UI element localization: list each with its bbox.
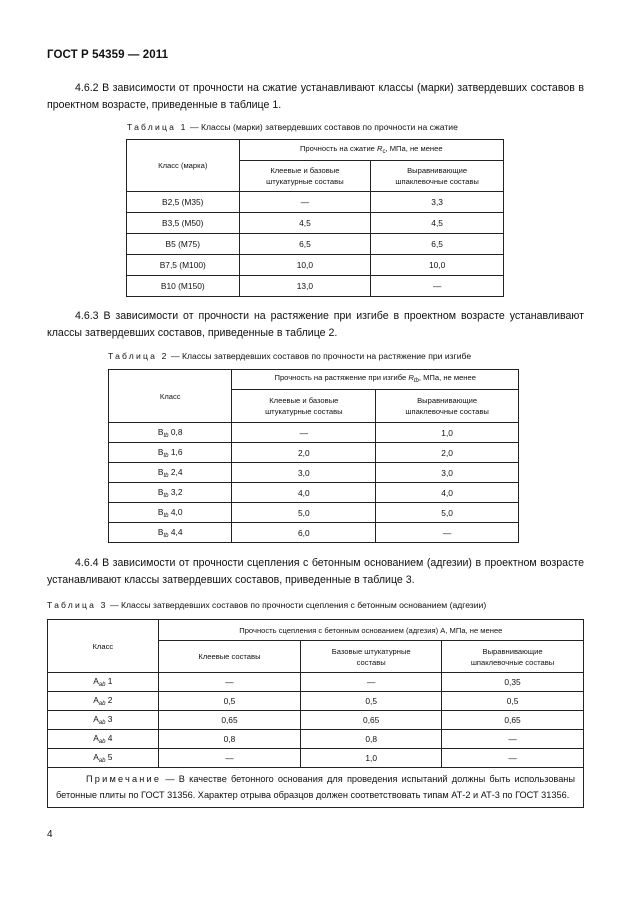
table-1-caption <box>127 122 458 132</box>
clause-4-6-3 <box>47 308 584 342</box>
class-number: 3 <box>107 714 113 724</box>
class-cell <box>109 503 232 523</box>
class-cell: B3,5 (M50) <box>127 213 240 234</box>
table-row <box>127 276 504 297</box>
value-cell: — <box>371 276 504 297</box>
class-subscript: tb <box>163 472 169 479</box>
value-cell: 4,5 <box>239 213 371 234</box>
class-letter: A <box>93 676 99 686</box>
table-3-col-b: Базовые штукатурные составы <box>301 641 442 673</box>
table-row <box>109 443 519 463</box>
value-cell: — <box>301 673 442 692</box>
class-number: 1,6 <box>170 446 183 457</box>
class-cell <box>48 673 159 692</box>
value-cell: 0,8 <box>158 730 301 749</box>
table-row <box>48 730 584 749</box>
class-subscript: ab <box>98 758 106 764</box>
value-cell: 1,0 <box>301 749 442 768</box>
class-cell: B7,5 (M100) <box>127 255 240 276</box>
table-row <box>109 483 519 503</box>
table-3-caption-text: — Классы затвердевших составов по прочности сцепления с бетонным основанием (адгезии) <box>107 600 487 610</box>
class-number: 0,8 <box>170 426 183 437</box>
table-2-label: Таблица 2 <box>108 351 169 361</box>
table-1-caption-text: — Классы (марки) затвердевших составов по прочности на сжатие <box>187 122 458 132</box>
table-row <box>48 673 584 692</box>
class-cell <box>109 423 232 443</box>
value-cell: 0,8 <box>301 730 442 749</box>
clause-4-6-4-text: 4.6.4 В зависимости от прочности сцепления с бетонным основанием (адгезии) в проектном возрасте устанавливают классы затвердевших составов, приведенные в таблице 3. <box>47 557 584 586</box>
value-cell: 10,0 <box>371 255 504 276</box>
class-subscript: tb <box>163 492 169 499</box>
table-2-caption-text: — Классы затвердевших составов по прочности на растяжение при изгибе <box>168 351 472 361</box>
value-cell: 5,0 <box>376 503 519 523</box>
value-cell: — <box>158 673 301 692</box>
value-cell: 10,0 <box>239 255 371 276</box>
value-cell: 0,35 <box>442 673 584 692</box>
table-row <box>109 523 519 543</box>
table-row <box>109 423 519 443</box>
table-1-col-group: Прочность на сжатие $R_c$, МПа, не менее <box>239 140 503 161</box>
table-row <box>109 503 519 523</box>
clause-4-6-2 <box>47 80 584 114</box>
table-row <box>127 213 504 234</box>
table-row <box>127 255 504 276</box>
value-cell: 3,0 <box>376 463 519 483</box>
value-cell: 6,5 <box>239 234 371 255</box>
table-3-col-a: Клеевые составы <box>158 641 301 673</box>
value-cell: 4,0 <box>376 483 519 503</box>
class-cell <box>48 730 159 749</box>
table-3-note <box>48 768 584 808</box>
class-subscript: ab <box>98 720 106 726</box>
clause-4-6-3-text: 4.6.3 В зависимости от прочности на растяжение при изгибе в проектном возрасте устанавливают классы затвердевших составов, приведенные в таблице 2. <box>47 310 584 339</box>
class-subscript: tb <box>163 512 169 519</box>
table-3-col-group: Прочность сцепления с бетонным основанием (адгезия) А, МПа, не менее <box>158 620 583 641</box>
clause-4-6-4 <box>47 555 584 589</box>
table-3-col-c: Выравнивающие шпаклевочные составы <box>442 641 584 673</box>
value-cell: 6,0 <box>232 523 376 543</box>
value-cell: 2,0 <box>376 443 519 463</box>
value-cell: 5,0 <box>232 503 376 523</box>
class-letter: A <box>93 695 99 705</box>
value-cell: 0,65 <box>158 711 301 730</box>
value-cell: 0,5 <box>301 692 442 711</box>
class-cell <box>109 463 232 483</box>
class-subscript: ab <box>98 701 106 707</box>
class-subscript: ab <box>98 682 106 688</box>
class-letter: B <box>157 446 164 457</box>
table-2-col-a: Клеевые и базовые штукатурные составы <box>232 390 376 423</box>
class-number: 1 <box>107 676 113 686</box>
document-header: ГОСТ Р 54359 — 2011 <box>47 49 169 61</box>
value-cell: — <box>158 749 301 768</box>
class-cell: B2,5 (M35) <box>127 192 240 213</box>
value-cell: — <box>376 523 519 543</box>
class-letter: B <box>157 466 164 477</box>
class-cell: B5 (M75) <box>127 234 240 255</box>
table-row <box>48 749 584 768</box>
table-3-caption <box>47 600 486 610</box>
value-cell: — <box>442 749 584 768</box>
table-3-col-class: Класс <box>48 620 159 673</box>
note-text: — В качестве бетонного основания для проведения испытаний должны быть использованы бетонные плиты по ГОСТ 31356. Характер отрыва образцов должен соответствовать типам АТ-2 и АТ-3 по ГОСТ 31356. <box>56 774 575 800</box>
value-cell: 1,0 <box>376 423 519 443</box>
class-subscript: ab <box>98 739 106 745</box>
value-cell: 2,0 <box>232 443 376 463</box>
class-letter: A <box>93 752 99 762</box>
class-number: 4 <box>107 733 113 743</box>
class-number: 3,2 <box>170 486 183 497</box>
class-subscript: tb <box>163 532 169 539</box>
value-cell: — <box>232 423 376 443</box>
class-cell <box>109 443 232 463</box>
value-cell: 3,3 <box>371 192 504 213</box>
value-cell: 3,0 <box>232 463 376 483</box>
clause-4-6-2-text: 4.6.2 В зависимости от прочности на сжатие устанавливают классы (марки) затвердевших составов в проектном возрасте, приведенные в таблице 1. <box>47 82 584 111</box>
class-cell: B10 (M150) <box>127 276 240 297</box>
table-row <box>127 192 504 213</box>
table-2-caption <box>108 351 471 361</box>
table-1-col-a: Клеевые и базовые штукатурные составы <box>239 161 371 192</box>
table-1 <box>126 139 504 297</box>
table-row <box>48 711 584 730</box>
table-2-col-b: Выравнивающие шпаклевочные составы <box>376 390 519 423</box>
value-cell: 6,5 <box>371 234 504 255</box>
class-cell <box>109 523 232 543</box>
class-letter: A <box>93 733 99 743</box>
class-cell <box>109 483 232 503</box>
value-cell: 0,5 <box>158 692 301 711</box>
table-row <box>109 463 519 483</box>
value-cell: 13,0 <box>239 276 371 297</box>
table-2 <box>108 369 519 543</box>
table-1-label: Таблица 1 <box>127 122 188 132</box>
class-letter: B <box>157 486 164 497</box>
class-cell <box>48 692 159 711</box>
note-label: Примечание <box>86 774 162 784</box>
class-cell <box>48 711 159 730</box>
class-subscript: tb <box>163 452 169 459</box>
value-cell: 0,65 <box>301 711 442 730</box>
page-number: 4 <box>47 829 53 840</box>
class-number: 5 <box>107 752 113 762</box>
class-cell <box>48 749 159 768</box>
class-subscript: tb <box>163 432 169 439</box>
table-3-label: Таблица 3 <box>47 600 108 610</box>
class-letter: B <box>157 526 164 537</box>
value-cell: — <box>442 730 584 749</box>
class-letter: B <box>157 506 164 517</box>
table-2-col-class: Класс <box>109 370 232 423</box>
value-cell: 4,5 <box>371 213 504 234</box>
class-number: 4,0 <box>170 506 183 517</box>
value-cell: — <box>239 192 371 213</box>
value-cell: 0,65 <box>442 711 584 730</box>
class-letter: B <box>157 426 164 437</box>
table-row <box>48 692 584 711</box>
table-2-col-group: Прочность на растяжение при изгибе $R_{tb}$, МПа, не менее <box>232 370 519 390</box>
table-1-col-class: Класс (марка) <box>127 140 240 192</box>
class-number: 2,4 <box>170 466 183 477</box>
table-1-col-b: Выравнивающие шпаклевочные составы <box>371 161 504 192</box>
class-number: 2 <box>107 695 113 705</box>
value-cell: 0,5 <box>442 692 584 711</box>
table-3 <box>47 619 584 808</box>
value-cell: 4,0 <box>232 483 376 503</box>
class-number: 4,4 <box>170 526 183 537</box>
table-row <box>127 234 504 255</box>
class-letter: A <box>93 714 99 724</box>
